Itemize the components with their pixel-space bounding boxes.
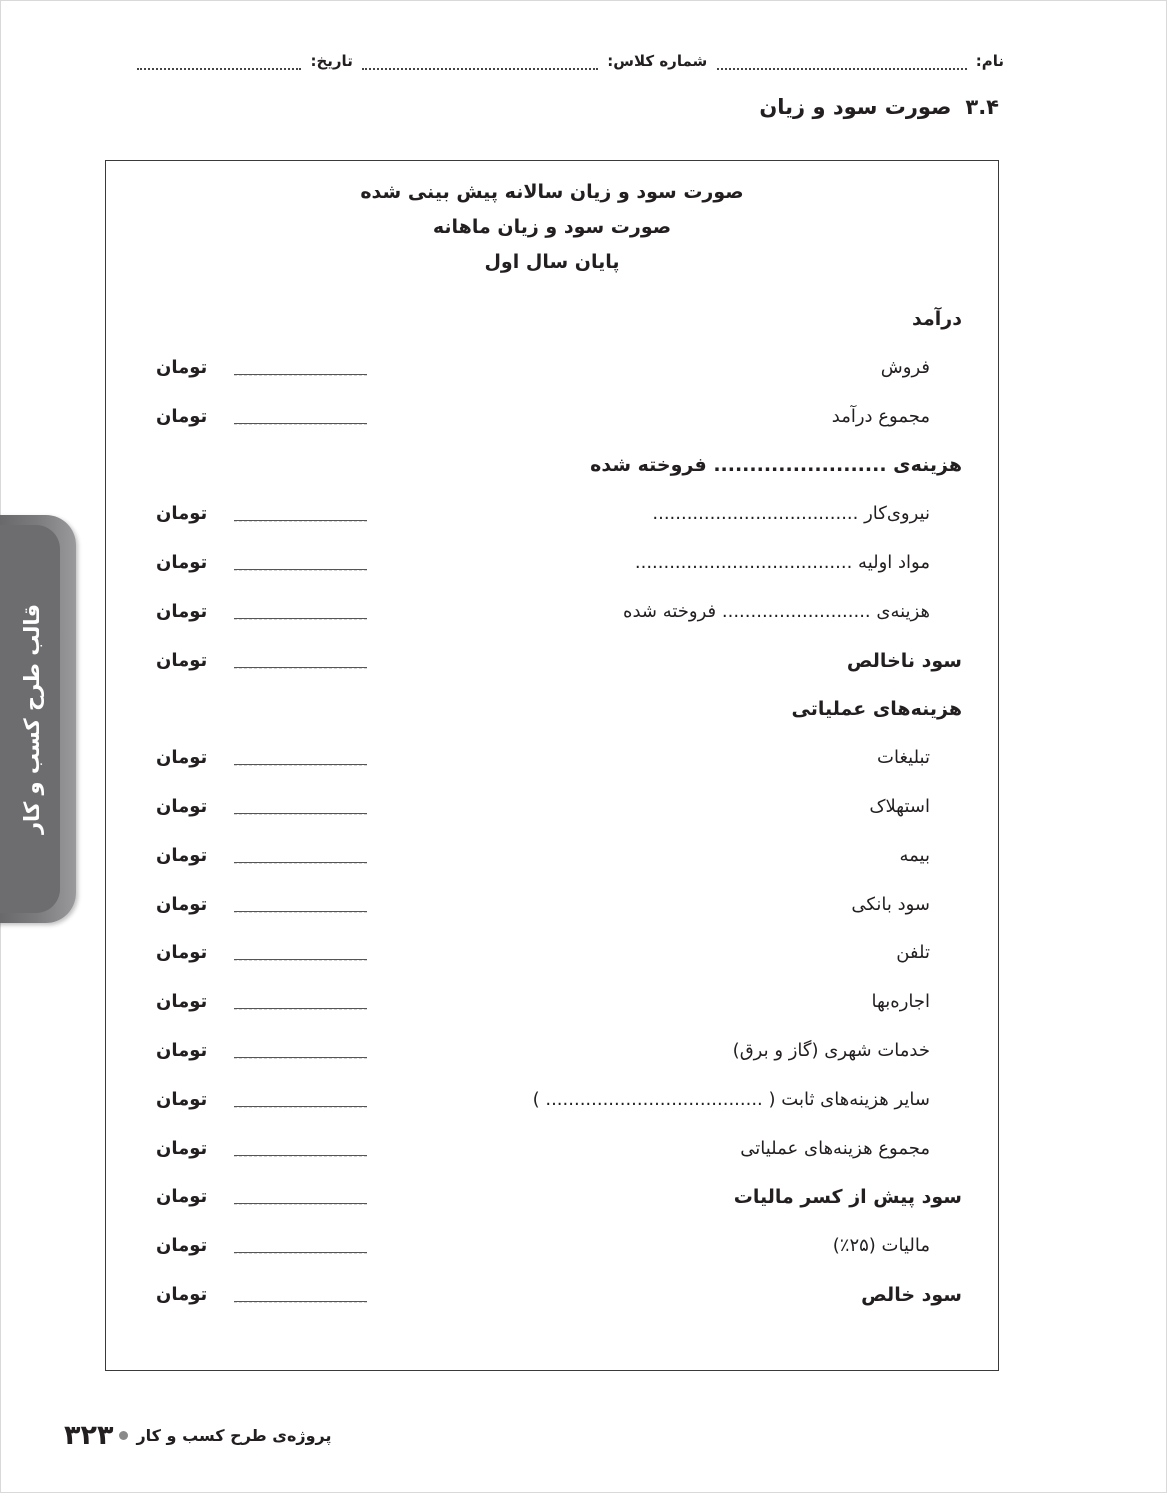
row-label: مالیات (۲۵٪) (832, 1235, 930, 1256)
row-label: هزینه‌های عملیاتی (791, 698, 962, 720)
statement-row (106, 548, 998, 578)
name-blank[interactable] (717, 56, 967, 70)
section-title-text: صورت سود و زیان (759, 95, 952, 119)
row-label: تبلیغات (877, 747, 930, 768)
row-label: مواد اولیه ...................................... (634, 552, 930, 573)
statement-row (106, 841, 998, 871)
amount-blank-line[interactable] (234, 764, 367, 765)
currency-label: تومان (156, 1089, 208, 1110)
statement-row (106, 987, 998, 1017)
date-label: تاریخ: (310, 52, 353, 70)
section-title (759, 95, 999, 119)
name-label: نام: (975, 52, 1004, 70)
statement-row (106, 743, 998, 773)
currency-label: تومان (156, 1138, 208, 1159)
statement-row (106, 353, 998, 383)
row-label: فروش (880, 357, 930, 378)
currency-label: تومان (156, 503, 208, 524)
amount-blank-line[interactable] (234, 1301, 367, 1302)
fill-in-dots[interactable]: .......................... (721, 601, 871, 622)
row-label: اجاره‌بها (871, 991, 930, 1012)
currency-label: تومان (156, 552, 208, 573)
statement-row (106, 1036, 998, 1066)
row-label: استهلاک (869, 796, 930, 817)
currency-label: تومان (156, 942, 208, 963)
statement-row (106, 1231, 998, 1261)
statement-row (106, 304, 998, 334)
row-label: نیروی‌کار .................................... (652, 503, 930, 524)
amount-blank-line[interactable] (234, 1252, 367, 1253)
currency-label: تومان (156, 991, 208, 1012)
statement-title-annual: صورت سود و زیان سالانه پیش بینی شده (360, 181, 744, 203)
currency-label: تومان (156, 894, 208, 915)
amount-blank-line[interactable] (234, 1008, 367, 1009)
page-footer (64, 1420, 332, 1450)
date-blank[interactable] (137, 56, 301, 70)
statement-row (106, 499, 998, 529)
bullet-dot-icon (119, 1431, 128, 1440)
row-label: تلفن (896, 942, 930, 963)
row-label: مجموع درآمد (831, 406, 930, 427)
amount-blank-line[interactable] (234, 618, 367, 619)
currency-label: تومان (156, 796, 208, 817)
amount-blank-line[interactable] (234, 374, 367, 375)
amount-blank-line[interactable] (234, 1203, 367, 1204)
row-label: سود پیش از کسر مالیات (733, 1186, 962, 1208)
row-label: هزینه‌ی ........................ فروخته شده (590, 454, 962, 476)
income-statement-box (105, 160, 999, 1371)
amount-blank-line[interactable] (234, 1057, 367, 1058)
amount-blank-line[interactable] (234, 1155, 367, 1156)
row-label: درآمد (912, 308, 962, 330)
fill-in-dots[interactable]: ........................ (713, 454, 887, 476)
currency-label: تومان (156, 1284, 208, 1305)
fill-in-dots[interactable]: .................................... (652, 503, 859, 524)
amount-blank-line[interactable] (234, 911, 367, 912)
student-info-line (108, 52, 1004, 78)
currency-label: تومان (156, 1040, 208, 1061)
statement-row (106, 450, 998, 480)
statement-title-period: پایان سال اول (484, 251, 620, 273)
statement-row (106, 1280, 998, 1310)
statement-row (106, 1182, 998, 1212)
statement-row (106, 792, 998, 822)
amount-blank-line[interactable] (234, 862, 367, 863)
class-number-label: شماره کلاس: (607, 52, 708, 70)
statement-row (106, 402, 998, 432)
fill-in-dots[interactable]: ...................................... (545, 1089, 763, 1110)
row-label: بیمه (899, 845, 930, 866)
book-title: پروژه‌ی طرح کسب و کار (136, 1426, 332, 1445)
page-number: ۳۲۳ (64, 1420, 114, 1451)
row-label: خدمات شهری (گاز و برق) (732, 1040, 930, 1061)
row-label: سود ناخالص (846, 650, 962, 672)
row-label: سود خالص (861, 1284, 962, 1306)
amount-blank-line[interactable] (234, 667, 367, 668)
side-tab-label: قالب طرح کسب و کار (20, 603, 44, 835)
amount-blank-line[interactable] (234, 423, 367, 424)
currency-label: تومان (156, 406, 208, 427)
row-label: هزینه‌ی .......................... فروخته شده (623, 601, 930, 622)
statement-row (106, 597, 998, 627)
statement-title-monthly: صورت سود و زیان ماهانه (432, 216, 672, 238)
currency-label: تومان (156, 650, 208, 671)
currency-label: تومان (156, 747, 208, 768)
statement-row (106, 1134, 998, 1164)
currency-label: تومان (156, 845, 208, 866)
currency-label: تومان (156, 1186, 208, 1207)
row-label: سایر هزینه‌های ثابت ( ...................................... ) (532, 1089, 930, 1110)
statement-row (106, 694, 998, 724)
class-number-blank[interactable] (362, 56, 598, 70)
currency-label: تومان (156, 601, 208, 622)
row-label: سود بانکی (851, 894, 930, 915)
statement-row (106, 646, 998, 676)
statement-row (106, 938, 998, 968)
amount-blank-line[interactable] (234, 959, 367, 960)
amount-blank-line[interactable] (234, 569, 367, 570)
currency-label: تومان (156, 1235, 208, 1256)
side-tab-label-wrap (2, 515, 62, 923)
amount-blank-line[interactable] (234, 813, 367, 814)
row-label: مجموع هزینه‌های عملیاتی (740, 1138, 930, 1159)
amount-blank-line[interactable] (234, 1106, 367, 1107)
section-number: ۳.۴ (965, 95, 999, 119)
statement-row (106, 890, 998, 920)
fill-in-dots[interactable]: ...................................... (634, 552, 853, 573)
amount-blank-line[interactable] (234, 520, 367, 521)
statement-row (106, 1085, 998, 1115)
currency-label: تومان (156, 357, 208, 378)
